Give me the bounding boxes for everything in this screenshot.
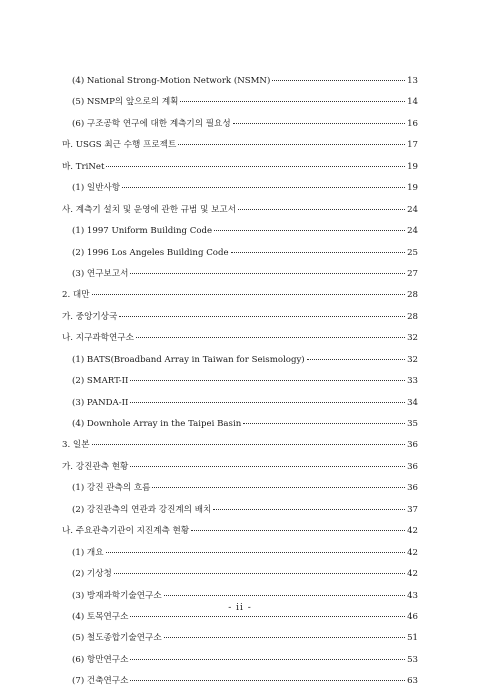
toc-entry bbox=[62, 393, 418, 414]
toc-entry-title: 마. USGS 최근 수행 프로젝트 bbox=[62, 140, 177, 151]
toc-dot-leader bbox=[178, 144, 405, 145]
toc-entry bbox=[62, 478, 418, 499]
toc-entry bbox=[62, 135, 418, 156]
toc-entry bbox=[62, 157, 418, 178]
toc-entry-page: 53 bbox=[407, 654, 418, 665]
toc-dot-leader bbox=[130, 680, 405, 681]
toc-entry-page: 17 bbox=[407, 140, 418, 151]
toc-entry bbox=[62, 371, 418, 392]
toc-entry-page: 14 bbox=[407, 97, 418, 108]
toc-entry bbox=[62, 71, 418, 92]
toc-entry-title: 가. 중앙기상국 bbox=[62, 311, 118, 322]
toc-entry-page: 16 bbox=[407, 118, 418, 129]
toc-entry-title: 사. 계측기 설치 및 운영에 관한 규범 및 보고서 bbox=[62, 204, 237, 215]
toc-entry-page: 42 bbox=[407, 547, 418, 558]
toc-entry-page: 13 bbox=[407, 76, 418, 86]
toc-entry-page: 24 bbox=[407, 204, 418, 215]
toc-entry-page: 42 bbox=[407, 569, 418, 580]
toc-dot-leader bbox=[191, 530, 405, 531]
toc-entry-title: (5) 철도종합기술연구소 bbox=[72, 633, 162, 644]
toc-entry bbox=[62, 178, 418, 199]
toc-entry bbox=[62, 628, 418, 649]
toc-entry-page: 27 bbox=[407, 268, 418, 279]
toc-entry bbox=[62, 328, 418, 349]
toc-entry-title: (6) 구조공학 연구에 대한 계측기의 필요성 bbox=[72, 118, 231, 129]
toc-entry-page: 46 bbox=[407, 611, 418, 622]
toc-entry-title: (4) Downhole Array in the Taipei Basin bbox=[72, 419, 242, 429]
toc-entry-page: 19 bbox=[407, 183, 418, 194]
toc-entry-title: (3) 연구보고서 bbox=[72, 268, 129, 279]
toc-entry-page: 36 bbox=[407, 440, 418, 451]
toc-entry-title: 나. 주요관측기관이 지진계측 현황 bbox=[62, 526, 190, 537]
toc-dot-leader bbox=[307, 359, 405, 360]
toc-entry bbox=[62, 243, 418, 264]
toc-dot-leader bbox=[136, 337, 405, 338]
toc-entry-title: (4) National Strong-Motion Network (NSMN) bbox=[72, 76, 271, 86]
toc-dot-leader bbox=[106, 552, 406, 553]
toc-entry bbox=[62, 221, 418, 242]
toc-entry-title: (6) 항만연구소 bbox=[72, 654, 129, 665]
toc-dot-leader bbox=[92, 444, 406, 445]
toc-entry-page: 32 bbox=[407, 333, 418, 344]
toc-entry bbox=[62, 521, 418, 542]
toc-entry-title: 나. 지구과학연구소 bbox=[62, 333, 134, 344]
toc-entry-title: 2. 대만 bbox=[62, 290, 90, 301]
toc-entry-page: 28 bbox=[407, 311, 418, 322]
toc-entry-title: (1) 1997 Uniform Building Code bbox=[72, 226, 213, 237]
toc-dot-leader bbox=[122, 187, 405, 188]
toc-entry-page: 51 bbox=[407, 633, 418, 644]
toc-entry bbox=[62, 457, 418, 478]
toc-entry-title: (7) 건축연구소 bbox=[72, 676, 129, 687]
toc-entry-page: 35 bbox=[407, 419, 418, 429]
toc-dot-leader bbox=[180, 101, 405, 102]
toc-entry-page: 28 bbox=[407, 290, 418, 301]
toc-entry-title: 3. 일본 bbox=[62, 440, 90, 451]
toc-entry-title: (1) BATS(Broadband Array in Taiwan for Seismology) bbox=[72, 354, 305, 365]
table-of-contents bbox=[62, 71, 418, 693]
toc-dot-leader bbox=[130, 380, 405, 381]
toc-entry-title: (1) 일반사항 bbox=[72, 183, 121, 194]
toc-entry bbox=[62, 671, 418, 692]
toc-entry-title: (1) 개요 bbox=[72, 547, 104, 558]
toc-dot-leader bbox=[130, 402, 405, 403]
toc-entry bbox=[62, 564, 418, 585]
toc-dot-leader bbox=[106, 166, 405, 167]
toc-dot-leader bbox=[119, 316, 405, 317]
toc-dot-leader bbox=[152, 487, 405, 488]
toc-dot-leader bbox=[233, 123, 405, 124]
toc-entry-page: 37 bbox=[407, 504, 418, 515]
toc-dot-leader bbox=[164, 637, 405, 638]
toc-entry bbox=[62, 92, 418, 113]
toc-entry bbox=[62, 350, 418, 371]
toc-entry-page: 24 bbox=[407, 226, 418, 237]
toc-entry-page: 43 bbox=[407, 590, 418, 601]
toc-entry-page: 25 bbox=[407, 247, 418, 258]
toc-dot-leader bbox=[130, 659, 405, 660]
toc-entry bbox=[62, 285, 418, 306]
toc-entry bbox=[62, 650, 418, 671]
toc-entry-title: (1) 강진 관측의 흐름 bbox=[72, 483, 151, 494]
toc-entry-title: 가. 강진관측 현황 bbox=[62, 461, 129, 472]
toc-dot-leader bbox=[130, 616, 405, 617]
toc-entry-title: (2) SMART-II bbox=[72, 376, 129, 387]
toc-entry-title: (2) 강진관측의 연관과 강진계의 배치 bbox=[72, 504, 212, 515]
toc-entry bbox=[62, 307, 418, 328]
toc-dot-leader bbox=[238, 209, 405, 210]
toc-entry-page: 36 bbox=[407, 483, 418, 494]
toc-entry bbox=[62, 500, 418, 521]
toc-entry bbox=[62, 264, 418, 285]
toc-entry bbox=[62, 414, 418, 435]
toc-dot-leader bbox=[130, 273, 405, 274]
toc-dot-leader bbox=[243, 423, 405, 424]
toc-dot-leader bbox=[214, 230, 405, 231]
toc-entry-page: 19 bbox=[407, 161, 418, 172]
toc-dot-leader bbox=[213, 509, 405, 510]
toc-entry-title: (3) PANDA-II bbox=[72, 397, 129, 408]
toc-entry-page: 63 bbox=[407, 676, 418, 687]
page-number: - ii - bbox=[228, 603, 252, 613]
toc-entry bbox=[62, 200, 418, 221]
toc-entry-page: 42 bbox=[407, 526, 418, 537]
toc-entry-page: 33 bbox=[407, 376, 418, 387]
toc-entry-title: (2) 기상청 bbox=[72, 569, 112, 580]
toc-entry-title: (4) 토목연구소 bbox=[72, 611, 129, 622]
toc-entry bbox=[62, 114, 418, 135]
toc-dot-leader bbox=[92, 294, 406, 295]
toc-entry-page: 32 bbox=[407, 354, 418, 365]
toc-entry-title: (5) NSMP의 앞으로의 계획 bbox=[72, 97, 179, 108]
toc-dot-leader bbox=[272, 80, 405, 81]
toc-entry bbox=[62, 543, 418, 564]
toc-dot-leader bbox=[231, 252, 406, 253]
toc-entry-page: 34 bbox=[407, 397, 418, 408]
toc-entry-title: (3) 방재과학기술연구소 bbox=[72, 590, 162, 601]
toc-entry-page: 36 bbox=[407, 461, 418, 472]
toc-entry-title: (2) 1996 Los Angeles Building Code bbox=[72, 247, 229, 258]
toc-entry-title: 바. TriNet bbox=[62, 161, 105, 172]
toc-dot-leader bbox=[114, 573, 405, 574]
toc-dot-leader bbox=[130, 466, 405, 467]
toc-dot-leader bbox=[164, 595, 405, 596]
toc-entry bbox=[62, 435, 418, 456]
